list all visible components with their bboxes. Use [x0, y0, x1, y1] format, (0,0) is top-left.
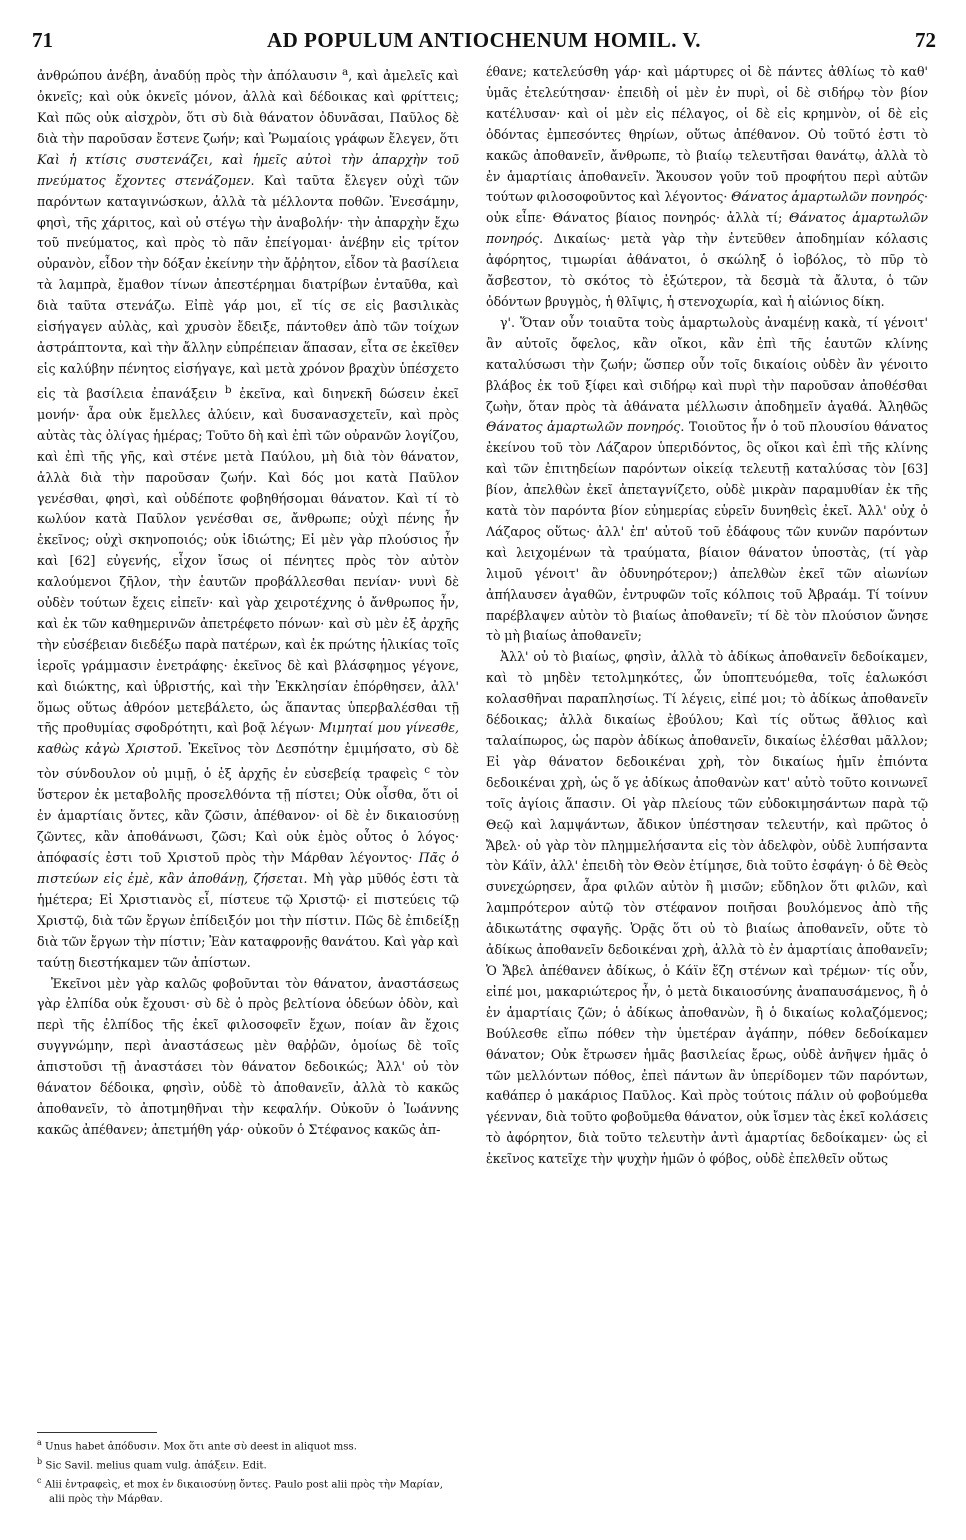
page-number-right: 72 [915, 28, 936, 52]
paragraph: ἀνθρώπου ἀνέβη, ἀναδύῃ πρὸς τὴν ἀπόλαυσιν $^a$, καὶ ἀμελεῖς καὶ ὀκνεῖς; καὶ οὐκ ὀκνεῖς μόνον, ἀλλὰ καὶ δέδοικας καὶ φρίττεις; Καὶ πῶς οὐκ αἰσχρὸν, ὅτι σὺ διὰ θάνατον ὀδυνᾶσαι, Παῦλος δὲ διὰ τὴν παροῦσαν ἔστενε ζωήν; καὶ Ῥωμαίοις γράφων ἔλεγεν, ὅτι Καὶ ἡ κτίσις συστενάζει, καὶ ἡμεῖς αὐτοὶ τὴν ἀπαρχὴν τοῦ πνεύματος ἔχοντες στενάζομεν. Καὶ ταῦτα ἔλεγεν οὐχὶ τῶν παρόντων καταγινώσκων, ἀλλὰ τὰ μέλλοντα ποθῶν. Ἐνεσάμην, φησὶ, τῆς χάριτος, καὶ οὐ στέγω τὴν ἀναβολήν· τὴν ἀπαρχὴν ἔχω τοῦ πνεύματος, καὶ πρὸς τὸ πᾶν ἐπείγομαι· ἀνέβην εἰς τρίτον οὐρανὸν, εἶδον τὴν δόξαν ἐκείνην τὴν ἄῤῥητον, εἶδον τὰ βασίλεια τὰ λαμπρὰ, ἔμαθον τίνων ἀπεστέρημαι διατρίβων ἐνταῦθα, καὶ διὰ ταῦτα στενάζω. Εἰπὲ γάρ μοι, εἴ τίς σε εἰς βασιλικὰς εἰσήγαγεν αὐλὰς, καὶ χρυσὸν ἔδειξε, πάντοθεν ἀπὸ τῶν τοίχων ἀστράπτοντα, καὶ τὴν ἄλλην εὐπρέπειαν ἅπασαν, εἶτα σε ἐκεῖθεν εἰς καλύβην πένητος εἰσήγαγε, καὶ μετὰ χρόνον βραχὺν ὑπέσχετο εἰς τὰ βασίλεια ἐπανάξειν $^b$ ἐκεῖνα, καὶ διηνεκῆ δώσειν ἐκεῖ μονήν· ἆρα οὐκ ἔμελλες ἀλύειν, καὶ δυσανασχετεῖν, καὶ πρὸς αὐτὰς τὰς ὀλίγας ἡμέρας; Τοῦτο δὴ καὶ ἐπὶ τῶν οὐρανῶν λογίζου, καὶ ἐπὶ τῆς γῆς, καὶ στένε μετὰ Παύλου, μὴ διὰ τὸν θάνατον, ἀλλὰ διὰ τὴν παροῦσαν ζωήν. Καὶ δός μοι κατὰ Παῦλον γενέσθαι, φησὶ, καὶ οὐδέποτε φοβηθήσομαι θάνατον. Καὶ τί τὸ κωλύον κατὰ Παῦλον γενέσθαι σε, ἄνθρωπε; οὐχὶ πένης ἦν ἐκεῖνος; οὐχὶ σκηνοποιός; οὐκ ἰδιώτης; Εἰ μὲν γὰρ πλούσιος ἦν καὶ [62] εὐγενής, εἶχον ἴσως οἱ πένητες πρὸς τὸν αὐτὸν καλούμενοι ζῆλον, τὴν ἑαυτῶν προβάλλεσθαι πενίαν· νυνὶ δὲ οὐδὲν τούτων ἔχεις εἰπεῖν· καὶ γὰρ χειροτέχνης ὁ ἄνθρωπος ἦν, καὶ ἐκ τῶν καθημερινῶν ἀπετρέφετο πόνων· καὶ σὺ μὲν ἐξ ἀρχῆς τὴν εὐσέβειαν διεδέξω παρὰ πατέρων, καὶ ἐκ πρώτης ἡλικίας τοῖς ἱεροῖς γράμμασιν ἐνετράφης· ἐκεῖνος δὲ καὶ βλάσφημος γέγονε, καὶ διώκτης, καὶ ὑβριστής, καὶ τὴν Ἐκκλησίαν ἐπόρθησεν, ἀλλ' ὅμως οὕτως ἀθρόον μετεβάλετο, ὡς ἅπαντας ὑπερβαλέσθαι τῇ τῆς προθυμίας σφοδρότητι, καὶ βοᾷ λέγων· Μιμηταί μου γίνεσθε, καθὼς κἀγὼ Χριστοῦ. Ἐκεῖνος τὸν Δεσπότην ἐμιμήσατο, σὺ δὲ τὸν σύνδουλον οὐ μιμῇ, ὁ ἐξ ἀρχῆς ἐν εὐσεβείᾳ τραφεὶς $^c$ τὸν ὕστερον ἐκ μεταβολῆς προσελθόντα τῇ πίστει; Οὐκ οἶσθα, ὅτι οἱ ἐν ἁμαρτίαις ὄντες, κἂν ζῶσιν, ἀπέθανον· οἱ δὲ ἐν δικαιοσύνῃ ζῶντες, κἂν ἀποθάνωσι, ζῶσι; Καὶ οὐκ ἐμὸς οὗτος ὁ λόγος· ἀπόφασίς ἐστι τοῦ Χριστοῦ πρὸς τὴν Μάρθαν λέγοντος· Πᾶς ὁ πιστεύων εἰς ἐμὲ, κἂν ἀποθάνῃ, ζήσεται. Μὴ γὰρ μῦθός ἐστι τὰ ἡμέτερα; Εἰ Χριστιανὸς εἶ, πίστευε τῷ Χριστῷ· εἰ πιστεύεις τῷ Χριστῷ, διὰ τῶν ἔργων ἐπίδειξόν μοι τὴν πίστιν. Πῶς δὲ ἐπιδείξῃ διὰ τῶν ἔργων τὴν πίστιν; Ἐὰν καταφρονῇς θανάτου. Καὶ γὰρ καὶ ταύτῃ διεστήκαμεν τῶν ἀπίστων. [37, 66, 460, 970]
footnotes [37, 1436, 459, 1507]
footnote-rule [37, 1432, 157, 1433]
paragraph: Ἐκεῖνοι μὲν γὰρ καλῶς φοβοῦνται τὸν θάνατον, ἀναστάσεως γὰρ ἐλπίδα οὐκ ἔχουσι· σὺ δὲ ὁ πρὸς βελτίονα ὁδεύων ὁδὸν, καὶ περὶ τῆς ἐλπίδος τῆς ἐκεῖ φιλοσοφεῖν ἔχων, ποίαν ἂν ἔχοις συγγνώμην, περὶ ἀναστάσεως μὲν θαῤῥῶν, ὁμοίως δὲ τοῖς ἀπιστοῦσι τῇ ἀναστάσει τὸν θάνατον δεδοικώς; Ἀλλ' οὐ τὸν θάνατον δέδοικα, φησὶν, οὐδὲ τὸ ἀποθανεῖν, ἀλλὰ τὸ κακῶς ἀποθανεῖν, τὸ ἀποτμηθῆναι τὴν κεφαλήν. Οὐκοῦν ὁ Ἰωάννης κακῶς ἀπέθανεν; ἀπετμήθη γάρ· οὐκοῦν ὁ Στέφανος κακῶς ἀπ- [37, 975, 459, 1137]
footnote-text: Alii ἐντραφεὶς, et mox ἐν δικαιοσύνῃ ὄντες. Paulo post alii πρὸς τὴν Μαρίαν, alii πρὸς τὴν Μάρθαν. [41, 1479, 443, 1505]
paragraph: έθανε; κατελεύσθη γάρ· καὶ μάρτυρες οἱ δὲ πάντες ἀθλίως τὸ καθ' ὑμᾶς ἐτελεύτησαν· ἐπειδὴ οἱ μὲν ἐν πυρὶ, οἱ δὲ σιδήρῳ τὸν βίον κατέλυσαν· καὶ οἱ μὲν εἰς πέλαγος, οἱ δὲ εἰς κρημνὸν, οἱ δὲ εἰς ὀδόντας ἐμπεσόντες θηρίων, οὕτως ἀπέθανον. Οὐ τοῦτό ἐστι τὸ κακῶς ἀποθανεῖν, ἄνθρωπε, τὸ βιαίῳ τελευτῆσαι θανάτῳ, ἀλλὰ τὸ ἐν ἁμαρτίαις ἀποθανεῖν. Ἄκουσον γοῦν τοῦ προφήτου περὶ αὐτῶν τούτων φιλοσοφοῦντος καὶ λέγοντος· Θάνατος ἁμαρτωλῶν πονηρός· οὐκ εἶπε· Θάνατος βίαιος πονηρός· ἀλλὰ τί; Θάνατος ἁμαρτωλῶν πονηρός. Δικαίως· μετὰ γὰρ τὴν ἐντεῦθεν ἀποδημίαν κόλασις ἀφόρητος, τιμωρίαι ἀθάνατοι, ὁ σκώληξ ὁ ἰοβόλος, τὸ πῦρ τὸ ἄσβεστον, τὸ σκότος τὸ ἐξώτερον, τὰ δεσμὰ τὰ ἄλυτα, ὁ τῶν ὀδόντων βρυγμὸς, ἡ θλῖψις, ἡ στενοχωρία, καὶ ἡ αἰώνιος δίκη. [486, 64, 928, 309]
footnote-text: Unus habet ἀπόδυσιν. Mox ὅτι ante σὺ deest in aliquot mss. [41, 1441, 357, 1453]
footnote-mark: c [37, 1475, 42, 1485]
footnote-text: Sic Savil. melius quam vulg. ἀπάξειν. Edit. [42, 1460, 267, 1472]
paragraph: γ'. Ὅταν οὖν τοιαῦτα τοὺς ἁμαρτωλοὺς ἀναμένῃ κακὰ, τί γένοιτ' ἂν αὐτοῖς ὄφελος, κἂν οἴκοι, κἂν ἐπὶ τῆς ἑαυτῶν κλίνης καταλύσωσι τὴν ζωήν; ὥσπερ οὖν τοῖς δικαίοις οὐδὲν ἂν γένοιτο βλάβος ἐκ τοῦ ξίφει καὶ σιδήρῳ καὶ πυρὶ τὴν παροῦσαν ἀποθέσθαι ζωὴν, ὅταν πρὸς τὰ ἀθάνατα μέλλωσιν ἀποδημεῖν ἀγαθά. Ἀληθῶς Θάνατος ἁμαρτωλῶν πονηρός. Τοιοῦτος ἦν ὁ τοῦ πλουσίου θάνατος ἐκείνου τοῦ τὸν Λάζαρον ὑπεριδόντος, ὃς οἴκοι καὶ ἐπὶ τῆς κλίνης καὶ τῶν ἐπιτηδείων παρόντων οἰκείᾳ τελευτῇ καταλύσας τὸν [63] βίον, ἀπελθὼν ἐκεῖ ἀπεταγνίζετο, οὐδὲ μικρὰν παραμυθίαν ἐκ τῆς κατὰ τὸν παρόντα βίον εὐημερίας εὑρεῖν δυνηθεὶς ἐκεῖ. Ἀλλ' οὐχ ὁ Λάζαρος οὕτως· ἀλλ' ἐπ' αὐτοῦ τοῦ ἐδάφους τῶν κυνῶν παρόντων καὶ λειχομένων τὰ τραύματα, βίαιον θάνατον ὑποστὰς, (τί γὰρ λιμοῦ γένοιτ' ἂν ὀδυνηρότερον;) ἀπελθὼν ἐκεῖ τῶν αἰωνίων ἀπήλαυσεν ἀγαθῶν, ἐντρυφῶν τοῖς κόλποις τοῦ Ἀβραάμ. Τί τοίνυν παρέβλαψεν αὐτὸν τὸ βιαίως ἀποθανεῖν; τί δὲ τὸν πλούσιον ὤνησε τὸ μὴ βιαίως ἀποθανεῖν; [486, 314, 928, 644]
paragraph: Ἀλλ' οὐ τὸ βιαίως, φησὶν, ἀλλὰ τὸ ἀδίκως ἀποθανεῖν δεδοίκαμεν, καὶ τὸ μηδὲν τετολμηκότες, ὧν ὑποπτευόμεθα, τοῖς ἑαλωκόσι κολασθῆναι παραπλησίως. Τί λέγεις, εἰπέ μοι; τὸ ἀδίκως ἀποθανεῖν δέδοικας; ἀλλὰ δικαίως ἐβούλου; Καὶ τίς οὕτως ἄθλιος καὶ ταλαίπωρος, ὡς παρὸν ἀδίκως ἀποθανεῖν, δικαίως ἑλέσθαι μᾶλλον; Εἰ γὰρ θάνατον δεδοικέναι χρὴ, τὸν δικαίως ἡμῖν ἐπιόντα δεδοικέναι χρὴ, ὡς ὅ γε ἀδίκως ἀποθανὼν κατ' αὐτὸ τοῦτο κοινωνεῖ τοῖς ἁγίοις ἅπασιν. Οἱ γὰρ πλείους τῶν εὐδοκιμησάντων παρὰ τῷ Θεῷ καὶ λαμψάντων, ἄδικον ὑπέστησαν τελευτήν, καὶ πρῶτος ὁ Ἄβελ· οὐ γὰρ τὸν πλημμελήσαντα εἰς τὸν ἀδελφὸν, οὐδὲ λυπήσαντα τὸν Κάϊν, ἀλλ' ἐπειδὴ τὸν Θεὸν ἐτίμησε, διὰ τοῦτο ἐσφάγη· ὁ δὲ Θεὸς συνεχώρησεν, ἆρα φιλῶν αὐτὸν ἢ μισῶν; εὔδηλον ὅτι φιλῶν, καὶ λαμπρότερον αὐτῷ τὸν στέφανον ποιῆσαι βουλόμενος ἀπὸ τῆς ἀδικωτάτης σφαγῆς. Ὁρᾷς ὅτι οὐ τὸ βιαίως ἀποθανεῖν, οὔτε τὸ ἀδίκως ἀποθανεῖν δεδοικέναι χρὴ, ἀλλὰ τὸ ἐν ἁμαρτίαις ἀποθανεῖν; Ὁ Ἄβελ ἀπέθανεν ἀδίκως, ὁ Κάϊν ἔζη στένων καὶ τρέμων· τίς οὖν, εἰπέ μοι, μακαριώτερος ἦν, ὁ μετὰ δικαιοσύνης ἀναπαυσάμενος, ἢ ὁ ἐν ἁμαρτίαις ζῶν; ὁ ἀδίκως ἀποθανὼν, ἢ ὁ δικαίως κολαζόμενος; Βούλεσθε εἴπω πόθεν τὴν ὑμετέραν ἀγάπην, πόθεν δεδοίκαμεν θάνατον; Οὐκ ἔτρωσεν ἡμᾶς βασιλείας ἔρως, οὐδὲ ἀνῆψεν ἡμᾶς ὁ τῶν μελλόντων πόθος, ἐπεὶ πάντων ἂν ὑπερίδομεν τῶν παρόντων, καθάπερ ὁ μακάριος Παῦλος. Καὶ πρὸς τούτοις πάλιν οὐ φοβούμεθα γέενναν, διὰ τοῦτο φοβοῦμεθα θάνατον, οὐκ ἴσμεν τὰς ἐκεῖ κολάσεις τὸ ἀφόρητον, διὰ τοῦτο τελευτὴν ἀντὶ ἁμαρτίας δεδοίκαμεν· ὡς εἰ ἐκεῖνος κατεῖχε τὴν ψυχὴν ἡμῶν ὁ φόβος, οὐδὲ ἐπελθεῖν οὕτως [486, 649, 929, 1167]
footnote-mark: a [37, 1438, 42, 1447]
footnote [37, 1455, 459, 1474]
footnote [37, 1436, 459, 1455]
right-column [486, 62, 928, 1170]
left-column [37, 62, 459, 1141]
running-title: AD POPULUM ANTIOCHENUM HOMIL. V. [266, 28, 702, 52]
page-number-left: 71 [32, 28, 53, 52]
footnote [37, 1474, 459, 1507]
footnote-mark: b [37, 1456, 43, 1466]
running-header [32, 28, 936, 58]
